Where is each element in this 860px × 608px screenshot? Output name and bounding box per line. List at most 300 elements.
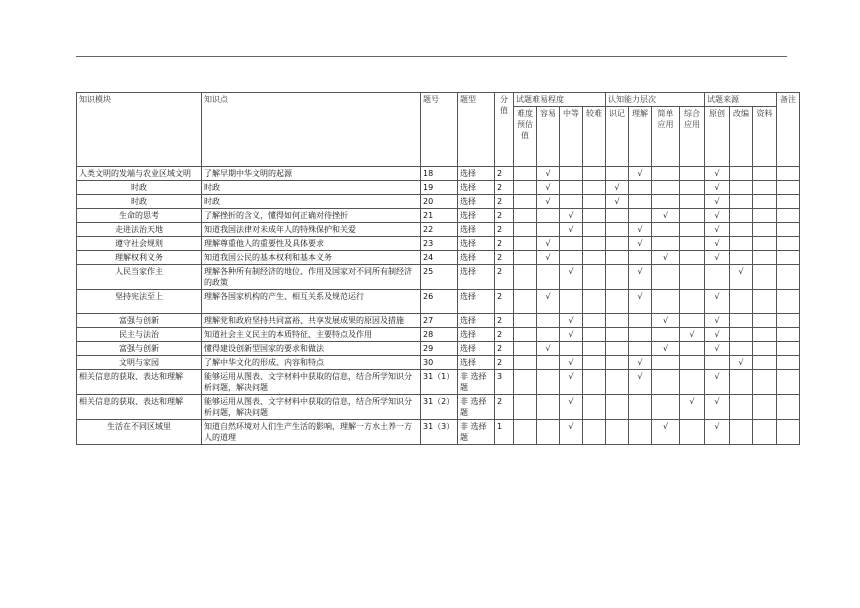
cell-ability [680,420,705,445]
header-ability-understand: 理解 [629,107,652,167]
cell-score: 2 [495,195,514,209]
cell-qnum: 28 [421,328,458,342]
cell-ability: √ [629,237,652,251]
table-row [77,209,800,223]
cell-difficulty [560,290,583,314]
cell-ability [606,251,629,265]
cell-source [753,223,777,237]
cell-point: 知道我国法律对未成年人的特殊保护和关爱 [202,223,421,237]
cell-difficulty [560,237,583,251]
cell-ability [606,342,629,356]
cell-ability [652,370,680,395]
cell-ability: √ [680,395,705,420]
cell-score: 2 [495,237,514,251]
cell-module: 人类文明的发端与农业区域文明 [77,167,202,181]
header-diff-easy: 容易 [537,107,560,167]
cell-note [777,167,800,181]
table-row [77,356,800,370]
cell-difficulty: √ [560,223,583,237]
cell-source: √ [705,209,730,223]
cell-source [705,265,730,290]
cell-ability [680,314,705,328]
cell-difficulty [583,265,606,290]
cell-ability [606,237,629,251]
cell-difficulty: √ [537,251,560,265]
header-ability-recall: 识记 [606,107,629,167]
cell-difficulty [560,342,583,356]
cell-ability [606,370,629,395]
cell-source [753,181,777,195]
header-difficulty: 试题难易程度 [514,93,606,107]
cell-qnum: 31（3） [421,420,458,445]
cell-ability [629,395,652,420]
cell-module: 时政 [77,181,202,195]
table-row [77,328,800,342]
cell-note [777,209,800,223]
cell-note [777,195,800,209]
cell-ability [652,395,680,420]
cell-ability [606,328,629,342]
cell-note [777,370,800,395]
cell-ability: √ [606,195,629,209]
cell-source [753,370,777,395]
cell-ability [652,328,680,342]
table-row [77,251,800,265]
cell-note [777,265,800,290]
table-row [77,167,800,181]
cell-note [777,223,800,237]
cell-source [730,342,753,356]
cell-ability [606,420,629,445]
cell-qtype: 选择 [458,181,495,195]
cell-difficulty: √ [560,209,583,223]
cell-ability [680,342,705,356]
cell-ability [652,265,680,290]
cell-difficulty [514,370,537,395]
cell-ability [652,167,680,181]
cell-point: 时政 [202,181,421,195]
cell-difficulty [514,181,537,195]
cell-ability [652,195,680,209]
cell-difficulty [583,195,606,209]
page-header-rule [76,56,787,57]
cell-difficulty [514,395,537,420]
cell-source [730,314,753,328]
cell-ability [629,342,652,356]
table-row [77,370,800,395]
header-source-original: 原创 [705,107,730,167]
table-row [77,181,800,195]
cell-point: 了解挫折的含义，懂得如何正确对待挫折 [202,209,421,223]
cell-difficulty [537,370,560,395]
cell-difficulty [583,237,606,251]
header-source: 试题来源 [705,93,777,107]
cell-ability: √ [629,370,652,395]
table-row [77,342,800,356]
cell-source [753,209,777,223]
cell-difficulty [514,223,537,237]
cell-score: 2 [495,328,514,342]
cell-difficulty [514,237,537,251]
cell-source [753,328,777,342]
cell-difficulty [514,342,537,356]
cell-qtype: 选择 [458,314,495,328]
header-diff-hard: 较难 [583,107,606,167]
cell-score: 2 [495,356,514,370]
cell-qnum: 21 [421,209,458,223]
header-source-material: 资料 [753,107,777,167]
cell-point: 理解各种所有制经济的地位、作用及国家对不同所有制经济的政策 [202,265,421,290]
cell-qnum: 19 [421,181,458,195]
cell-qnum: 18 [421,167,458,181]
cell-source [705,356,730,370]
cell-score: 2 [495,251,514,265]
cell-score: 2 [495,395,514,420]
cell-ability [629,195,652,209]
cell-point: 知道我国公民的基本权利和基本义务 [202,251,421,265]
cell-note [777,314,800,328]
table-row [77,314,800,328]
cell-difficulty [537,395,560,420]
cell-difficulty [537,314,560,328]
cell-ability [680,237,705,251]
table-row [77,395,800,420]
table-row [77,265,800,290]
cell-ability [629,420,652,445]
cell-difficulty: √ [560,395,583,420]
cell-difficulty [514,356,537,370]
cell-difficulty [514,195,537,209]
cell-point: 了解早期中华文明的起源 [202,167,421,181]
cell-qtype: 选择 [458,342,495,356]
cell-score: 2 [495,314,514,328]
cell-difficulty: √ [537,167,560,181]
cell-source: √ [705,181,730,195]
cell-source: √ [705,328,730,342]
cell-ability [606,167,629,181]
cell-difficulty: √ [537,237,560,251]
cell-note [777,290,800,314]
cell-ability: √ [629,223,652,237]
cell-ability: √ [652,251,680,265]
cell-source: √ [705,237,730,251]
cell-module: 走进法治天地 [77,223,202,237]
cell-ability: √ [680,328,705,342]
cell-difficulty [537,420,560,445]
cell-note [777,251,800,265]
cell-ability: √ [652,314,680,328]
cell-source [753,237,777,251]
cell-difficulty [583,420,606,445]
cell-module: 文明与家园 [77,356,202,370]
cell-ability [652,223,680,237]
cell-difficulty [583,370,606,395]
cell-source [753,167,777,181]
cell-source: √ [705,167,730,181]
cell-qnum: 31（2） [421,395,458,420]
cell-source: √ [705,290,730,314]
cell-source [730,167,753,181]
cell-ability [680,370,705,395]
header-qnum: 题号 [421,93,458,167]
cell-ability [680,195,705,209]
cell-module: 遵守社会规则 [77,237,202,251]
cell-difficulty [537,265,560,290]
cell-ability [680,290,705,314]
cell-qtype: 非 选择题 [458,420,495,445]
cell-difficulty [583,342,606,356]
cell-module: 富强与创新 [77,342,202,356]
cell-note [777,328,800,342]
cell-difficulty [560,181,583,195]
cell-ability [680,251,705,265]
cell-qtype: 选择 [458,167,495,181]
cell-ability [606,290,629,314]
cell-point: 理解党和政府坚持共同富裕、共享发展成果的原因及措施 [202,314,421,328]
cell-ability [606,314,629,328]
cell-source: √ [705,395,730,420]
cell-source [730,251,753,265]
cell-qnum: 20 [421,195,458,209]
cell-ability: √ [629,356,652,370]
table-row [77,195,800,209]
cell-qnum: 29 [421,342,458,356]
cell-score: 2 [495,290,514,314]
table-row [77,420,800,445]
cell-source [753,395,777,420]
cell-qnum: 26 [421,290,458,314]
cell-module: 富强与创新 [77,314,202,328]
cell-point: 知道自然环境对人们生产生活的影响，理解一方水土养一方人的道理 [202,420,421,445]
cell-source [753,356,777,370]
cell-qnum: 22 [421,223,458,237]
cell-point: 理解尊重他人的重要性及具体要求 [202,237,421,251]
cell-qnum: 27 [421,314,458,328]
cell-difficulty [514,251,537,265]
cell-qtype: 选择 [458,237,495,251]
cell-source [730,237,753,251]
cell-point: 知道社会主义民主的本质特征、主要特点及作用 [202,328,421,342]
cell-qtype: 选择 [458,265,495,290]
cell-qnum: 30 [421,356,458,370]
cell-module: 人民当家作主 [77,265,202,290]
cell-score: 2 [495,167,514,181]
cell-ability [629,328,652,342]
header-source-adapted: 改编 [730,107,753,167]
cell-difficulty [583,251,606,265]
cell-difficulty: √ [560,265,583,290]
cell-source: √ [730,265,753,290]
table-body [77,167,800,445]
header-ability: 认知能力层次 [606,93,705,107]
cell-difficulty [583,328,606,342]
cell-difficulty [514,420,537,445]
cell-note [777,181,800,195]
cell-source: √ [705,370,730,395]
cell-qtype: 选择 [458,209,495,223]
cell-note [777,342,800,356]
cell-source [730,395,753,420]
cell-difficulty: √ [560,356,583,370]
cell-module: 相关信息的获取、表达和理解 [77,370,202,395]
cell-point: 懂得建设创新型国家的要求和做法 [202,342,421,356]
cell-qtype: 非 选择题 [458,395,495,420]
cell-difficulty [537,356,560,370]
cell-source [730,209,753,223]
cell-qtype: 选择 [458,356,495,370]
cell-score: 2 [495,209,514,223]
cell-source [753,290,777,314]
header-point: 知识点 [202,93,421,167]
header-qtype: 题型 [458,93,495,167]
cell-module: 理解权利义务 [77,251,202,265]
cell-difficulty [537,209,560,223]
cell-difficulty [514,265,537,290]
cell-score: 1 [495,420,514,445]
cell-note [777,237,800,251]
cell-ability: √ [629,265,652,290]
cell-difficulty: √ [560,328,583,342]
cell-qtype: 选择 [458,195,495,209]
cell-difficulty [583,223,606,237]
cell-source [730,181,753,195]
cell-score: 2 [495,223,514,237]
cell-source [730,328,753,342]
cell-difficulty [583,209,606,223]
cell-difficulty [583,314,606,328]
cell-ability [629,314,652,328]
cell-source: √ [705,251,730,265]
table-row [77,290,800,314]
cell-difficulty [514,328,537,342]
cell-difficulty: √ [537,195,560,209]
cell-qnum: 23 [421,237,458,251]
cell-ability: √ [606,181,629,195]
cell-ability [680,223,705,237]
table-row [77,237,800,251]
cell-module: 生活在不同区域里 [77,420,202,445]
header-diff-estimate: 难度预估值 [514,107,537,167]
cell-point: 能够运用从图表、文字材料中获取的信息，结合所学知识分析问题，解决问题 [202,395,421,420]
cell-difficulty [514,290,537,314]
cell-difficulty [514,209,537,223]
cell-source: √ [705,342,730,356]
cell-source [753,265,777,290]
cell-difficulty [560,251,583,265]
cell-difficulty [537,328,560,342]
cell-point: 时政 [202,195,421,209]
cell-ability [606,265,629,290]
cell-note [777,420,800,445]
cell-score: 2 [495,265,514,290]
cell-difficulty [583,395,606,420]
cell-score: 2 [495,342,514,356]
cell-module: 坚持宪法至上 [77,290,202,314]
cell-qnum: 25 [421,265,458,290]
cell-difficulty [583,181,606,195]
cell-difficulty [537,223,560,237]
cell-difficulty [583,356,606,370]
cell-ability: √ [652,342,680,356]
cell-ability [606,395,629,420]
cell-difficulty [560,195,583,209]
cell-source [753,251,777,265]
cell-difficulty: √ [537,290,560,314]
cell-source: √ [730,356,753,370]
cell-ability [652,290,680,314]
cell-difficulty [583,290,606,314]
cell-source [730,223,753,237]
cell-score: 3 [495,370,514,395]
cell-source [730,370,753,395]
cell-qtype: 选择 [458,328,495,342]
cell-score: 2 [495,181,514,195]
cell-source [730,195,753,209]
cell-ability: √ [629,167,652,181]
table-row [77,223,800,237]
cell-ability [629,251,652,265]
cell-qtype: 选择 [458,290,495,314]
cell-source [753,420,777,445]
cell-qnum: 31（1） [421,370,458,395]
cell-ability [629,181,652,195]
cell-ability [606,356,629,370]
cell-difficulty: √ [560,420,583,445]
cell-ability [652,356,680,370]
cell-source [730,420,753,445]
cell-module: 相关信息的获取、表达和理解 [77,395,202,420]
cell-source: √ [705,420,730,445]
exam-spec-table [76,92,800,445]
cell-ability: √ [652,209,680,223]
cell-point: 了解中华文化的形成、内容和特点 [202,356,421,370]
cell-ability [629,209,652,223]
cell-ability [652,237,680,251]
cell-source: √ [705,223,730,237]
header-ability-complex-apply: 综合应用 [680,107,705,167]
cell-source: √ [705,195,730,209]
header-diff-medium: 中等 [560,107,583,167]
cell-ability [652,181,680,195]
cell-module: 时政 [77,195,202,209]
cell-difficulty: √ [537,181,560,195]
cell-note [777,395,800,420]
cell-source [753,195,777,209]
cell-qtype: 非 选择题 [458,370,495,395]
cell-ability [680,167,705,181]
cell-qnum: 24 [421,251,458,265]
cell-point: 理解各国家机构的产生、相互关系及规范运行 [202,290,421,314]
cell-ability: √ [652,420,680,445]
header-score: 分值 [495,93,514,167]
cell-ability [680,356,705,370]
cell-qtype: 选择 [458,223,495,237]
cell-qtype: 选择 [458,251,495,265]
header-module: 知识模块 [77,93,202,167]
cell-difficulty [514,167,537,181]
cell-difficulty [560,167,583,181]
cell-ability [606,223,629,237]
cell-source [730,290,753,314]
cell-difficulty: √ [560,370,583,395]
cell-ability: √ [629,290,652,314]
cell-ability [680,209,705,223]
cell-module: 生命的思考 [77,209,202,223]
cell-ability [680,265,705,290]
cell-note [777,356,800,370]
header-ability-simple-apply: 简单应用 [652,107,680,167]
cell-ability [680,181,705,195]
